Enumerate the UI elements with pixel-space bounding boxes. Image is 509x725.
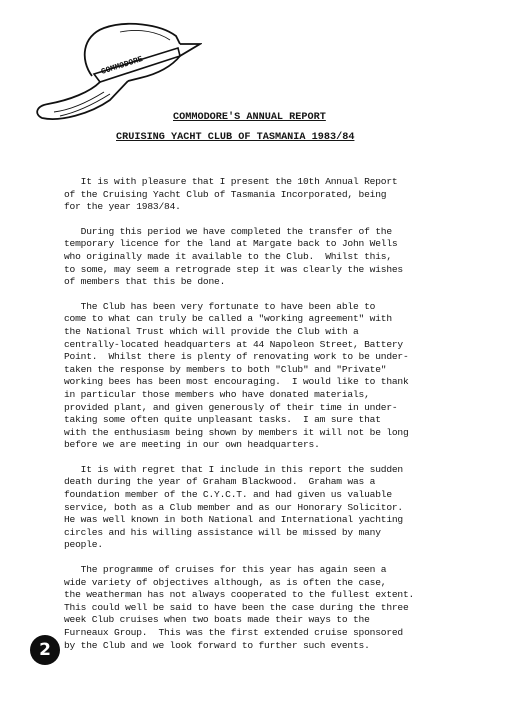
report-subtitle: CRUISING YACHT CLUB OF TASMANIA 1983/84 xyxy=(116,132,355,143)
paragraph-line: centrally-located headquarters at 44 Napoleon Street, Battery xyxy=(64,338,403,350)
cap-crown-shading xyxy=(120,30,170,40)
paragraph-line: It is with pleasure that I present the 10th Annual Report xyxy=(64,176,398,187)
paragraph-line: week Club cruises when two boats made their ways to the xyxy=(64,614,370,626)
cap-band-lettering: COMMODORE xyxy=(100,54,145,77)
paragraph-line: taken the response by members to both "Club" and "Private" xyxy=(64,363,387,375)
paragraph-line: of the Cruising Yacht Club of Tasmania Incorporated, being xyxy=(64,188,387,200)
paragraph-line: before we are meeting in our own headquarters. xyxy=(64,439,320,451)
report-body xyxy=(64,176,464,664)
paragraph-line: who originally made it available to the Club. Whilst this, xyxy=(64,250,392,262)
paragraph-line: come to what can truly be called a "working agreement" with xyxy=(64,313,392,325)
cap-brim-shading xyxy=(54,92,110,116)
cap-brim-outline xyxy=(37,81,128,119)
paragraph-line: the weatherman has not always cooperated to the fullest extent. xyxy=(64,589,415,601)
paragraph-line: The Club has been very fortunate to have been able to xyxy=(64,300,376,312)
paragraph-line: Furneaux Group. This was the first extended cruise sponsored xyxy=(64,627,403,638)
paragraph-line: This could well be said to have been the case during the three xyxy=(64,601,409,613)
paragraph-line: working bees has been most encouraging. I would like to thank xyxy=(64,376,409,388)
paragraph-line: to some, may seem a retrograde step it was clearly the wishes xyxy=(64,263,403,275)
paragraph-line: He was well known in both National and International yachting xyxy=(64,514,403,526)
report-title: COMMODORE'S ANNUAL REPORT xyxy=(173,112,326,123)
paragraph-line: circles and his willing assistance will be missed by many xyxy=(64,526,381,538)
page-number-badge: 2 xyxy=(30,635,60,665)
paragraph-line: people. xyxy=(64,539,103,551)
report-paragraph xyxy=(64,564,464,652)
paragraph-line: Point. Whilst there is plenty of renovating work to be under- xyxy=(64,351,409,363)
paragraph-line: During this period we have completed the transfer of the xyxy=(64,225,392,237)
report-paragraph xyxy=(64,301,464,452)
paragraph-line: It is with regret that I include in this report the sudden xyxy=(64,463,403,475)
paragraph-line: wide variety of objectives although, as is often the case, xyxy=(64,576,387,588)
paragraph-line: The programme of cruises for this year has again seen a xyxy=(64,564,387,576)
report-paragraph xyxy=(64,176,464,214)
paragraph-line: by the Club and we look forward to further such events. xyxy=(64,639,370,651)
paragraph-line: death during the year of Graham Blackwood. Graham was a xyxy=(64,476,376,488)
report-paragraph xyxy=(64,226,464,289)
paragraph-line: temporary licence for the land at Margate back to John Wells xyxy=(64,238,398,250)
paragraph-line: of members that this be done. xyxy=(64,276,226,288)
report-paragraph xyxy=(64,464,464,552)
paragraph-line: foundation member of the C.Y.C.T. and had given us valuable xyxy=(64,489,392,501)
paragraph-line: for the year 1983/84. xyxy=(64,201,181,213)
paragraph-line: service, both as a Club member and as our Honorary Solicitor. xyxy=(64,501,403,513)
paragraph-line: taking some often quite unpleasant tasks. I am sure that xyxy=(64,414,381,426)
paragraph-line: in particular those members who have donated materials, xyxy=(64,388,370,400)
paragraph-line: the National Trust which will provide the Club with a xyxy=(64,325,359,337)
paragraph-line: with the enthusiasm being shown by members it will not be long xyxy=(64,426,409,438)
paragraph-line: provided plant, and given generously of their time in under- xyxy=(64,401,398,413)
commodore-cap-logo xyxy=(30,14,202,122)
